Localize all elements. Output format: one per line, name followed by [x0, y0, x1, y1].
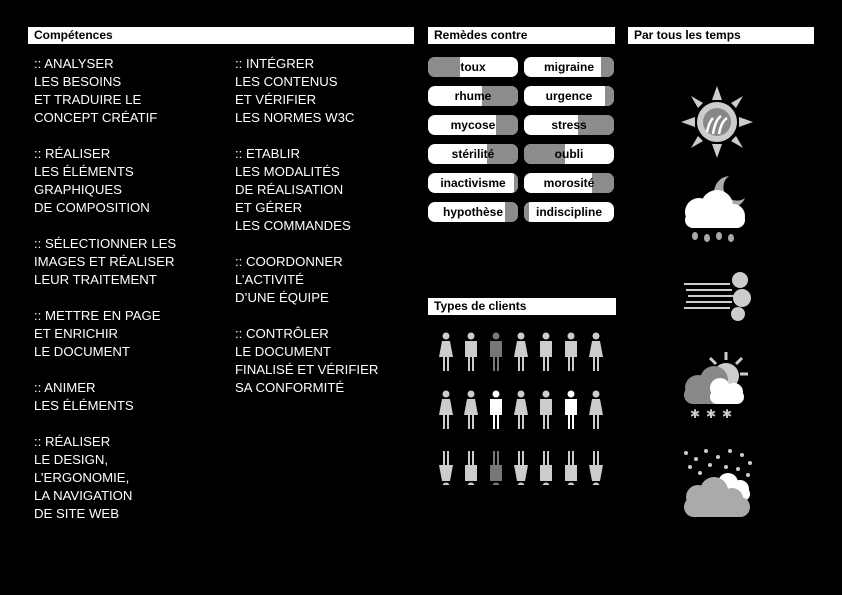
competences-column-1 [34, 55, 176, 541]
competence-line: :: SÉLECTIONNER LES [34, 236, 177, 251]
clients-header: Types de clients [428, 298, 616, 315]
competence-line: LEUR TRAITEMENT [34, 272, 157, 287]
remedes-header: Remèdes contre [428, 27, 615, 44]
competence-line: L’ERGONOMIE, [34, 470, 130, 485]
competence-line: LES BESOINS [34, 74, 122, 89]
competence-line: SA CONFORMITÉ [235, 380, 345, 395]
competence-line: CONCEPT CRÉATIF [34, 110, 158, 125]
man-figure-icon [540, 333, 552, 372]
man-figure-icon [540, 451, 552, 485]
remede-label: hypothèse [442, 205, 503, 219]
remede-pill [428, 202, 518, 222]
remede-pill [428, 86, 518, 106]
wind-icon [680, 268, 760, 328]
man-figure-icon [490, 333, 502, 372]
remede-pill [428, 144, 518, 164]
competence-line: LE DOCUMENT [34, 344, 130, 359]
remede-label: mycose [450, 118, 496, 132]
remede-pill [524, 144, 614, 164]
competence-line: LES NORMES W3C [235, 110, 355, 125]
remede-label: morosité [543, 176, 595, 190]
competence-line: GRAPHIQUES [34, 182, 122, 197]
remede-label: stress [551, 118, 587, 132]
man-figure-icon [565, 391, 577, 430]
sun-cloud-snow-icon [678, 350, 758, 430]
competence-line: IMAGES ET RÉALISER [34, 254, 175, 269]
man-figure-icon [465, 333, 477, 372]
woman-figure-icon [464, 391, 478, 430]
remede-label: indiscipline [535, 205, 602, 219]
competences-column-2 [235, 55, 378, 415]
woman-figure-icon [514, 333, 528, 372]
competence-line: :: ANALYSER [34, 56, 114, 71]
competence-line: LE DOCUMENT [235, 344, 331, 359]
competence-line: :: ANIMER [34, 380, 96, 395]
competence-block [34, 307, 176, 361]
competence-line: DE RÉALISATION [235, 182, 344, 197]
remede-pill [524, 86, 614, 106]
man-figure-icon [565, 333, 577, 372]
woman-figure-icon [439, 391, 453, 430]
remede-pill [428, 115, 518, 135]
woman-figure-icon [439, 333, 453, 372]
competence-block [34, 433, 176, 523]
competence-block [34, 145, 176, 217]
remede-label: inactivisme [440, 176, 506, 190]
man-figure-icon [490, 451, 502, 485]
man-figure-icon [465, 451, 477, 485]
man-figure-icon [565, 451, 577, 485]
competence-block [235, 55, 378, 127]
competence-block [235, 145, 378, 235]
remede-label: toux [460, 60, 486, 74]
woman-figure-icon [589, 333, 603, 372]
competence-line: FINALISÉ ET VÉRIFIER [235, 362, 379, 377]
remede-pill [428, 173, 518, 193]
competence-line: ET TRADUIRE LE [34, 92, 142, 107]
competence-line: :: COORDONNER [235, 254, 343, 269]
remede-pill [524, 57, 614, 77]
competence-line: LES MODALITÉS [235, 164, 340, 179]
woman-figure-icon [514, 391, 528, 430]
competence-line: ET ENRICHIR [34, 326, 119, 341]
remede-label: urgence [545, 89, 593, 103]
woman-figure-icon [589, 391, 603, 430]
clients-grid [428, 325, 618, 485]
competence-line: LES ÉLÉMENTS [34, 164, 134, 179]
competence-line: DE COMPOSITION [34, 200, 150, 215]
competence-line: ET GÉRER [235, 200, 303, 215]
competence-line: :: RÉALISER [34, 146, 111, 161]
man-figure-icon [540, 391, 552, 430]
competence-block [34, 55, 176, 127]
competence-line: :: CONTRÔLER [235, 326, 329, 341]
cloud-snowfall-icon [678, 445, 758, 525]
competence-line: DE SITE WEB [34, 506, 119, 521]
woman-figure-icon [439, 451, 453, 485]
remede-pill [524, 173, 614, 193]
competence-line: :: INTÉGRER [235, 56, 315, 71]
remede-label: migraine [543, 60, 594, 74]
competence-line: L’ACTIVITÉ [235, 272, 304, 287]
woman-figure-icon [589, 451, 603, 485]
woman-figure-icon [514, 451, 528, 485]
competence-line: :: METTRE EN PAGE [34, 308, 161, 323]
competence-line: D’UNE ÉQUIPE [235, 290, 329, 305]
competence-line: LA NAVIGATION [34, 488, 133, 503]
remede-label: rhume [454, 89, 492, 103]
sun-icon [677, 82, 757, 162]
svg-text:✱: ✱ [690, 407, 701, 421]
remede-label: stérilité [451, 147, 495, 161]
competence-block [235, 253, 378, 307]
remede-label: oubli [554, 147, 584, 161]
competence-line: LES CONTENUS [235, 74, 338, 89]
competence-block [34, 235, 176, 289]
svg-text:✱: ✱ [706, 407, 717, 421]
competence-line: LES ÉLÉMENTS [34, 398, 134, 413]
competence-line: LE DESIGN, [34, 452, 109, 467]
temps-header: Par tous les temps [628, 27, 814, 44]
remede-pill [428, 57, 518, 77]
remede-pill [524, 115, 614, 135]
competences-header: Compétences [28, 27, 414, 44]
moon-cloud-rain-icon [677, 170, 757, 250]
competence-line: :: ETABLIR [235, 146, 300, 161]
competence-line: :: RÉALISER [34, 434, 111, 449]
remede-pill [524, 202, 614, 222]
competence-block [235, 325, 378, 397]
competence-block [34, 379, 176, 415]
svg-text:✱: ✱ [722, 407, 733, 421]
competence-line: LES COMMANDES [235, 218, 351, 233]
competence-line: ET VÉRIFIER [235, 92, 317, 107]
man-figure-icon [490, 391, 502, 430]
